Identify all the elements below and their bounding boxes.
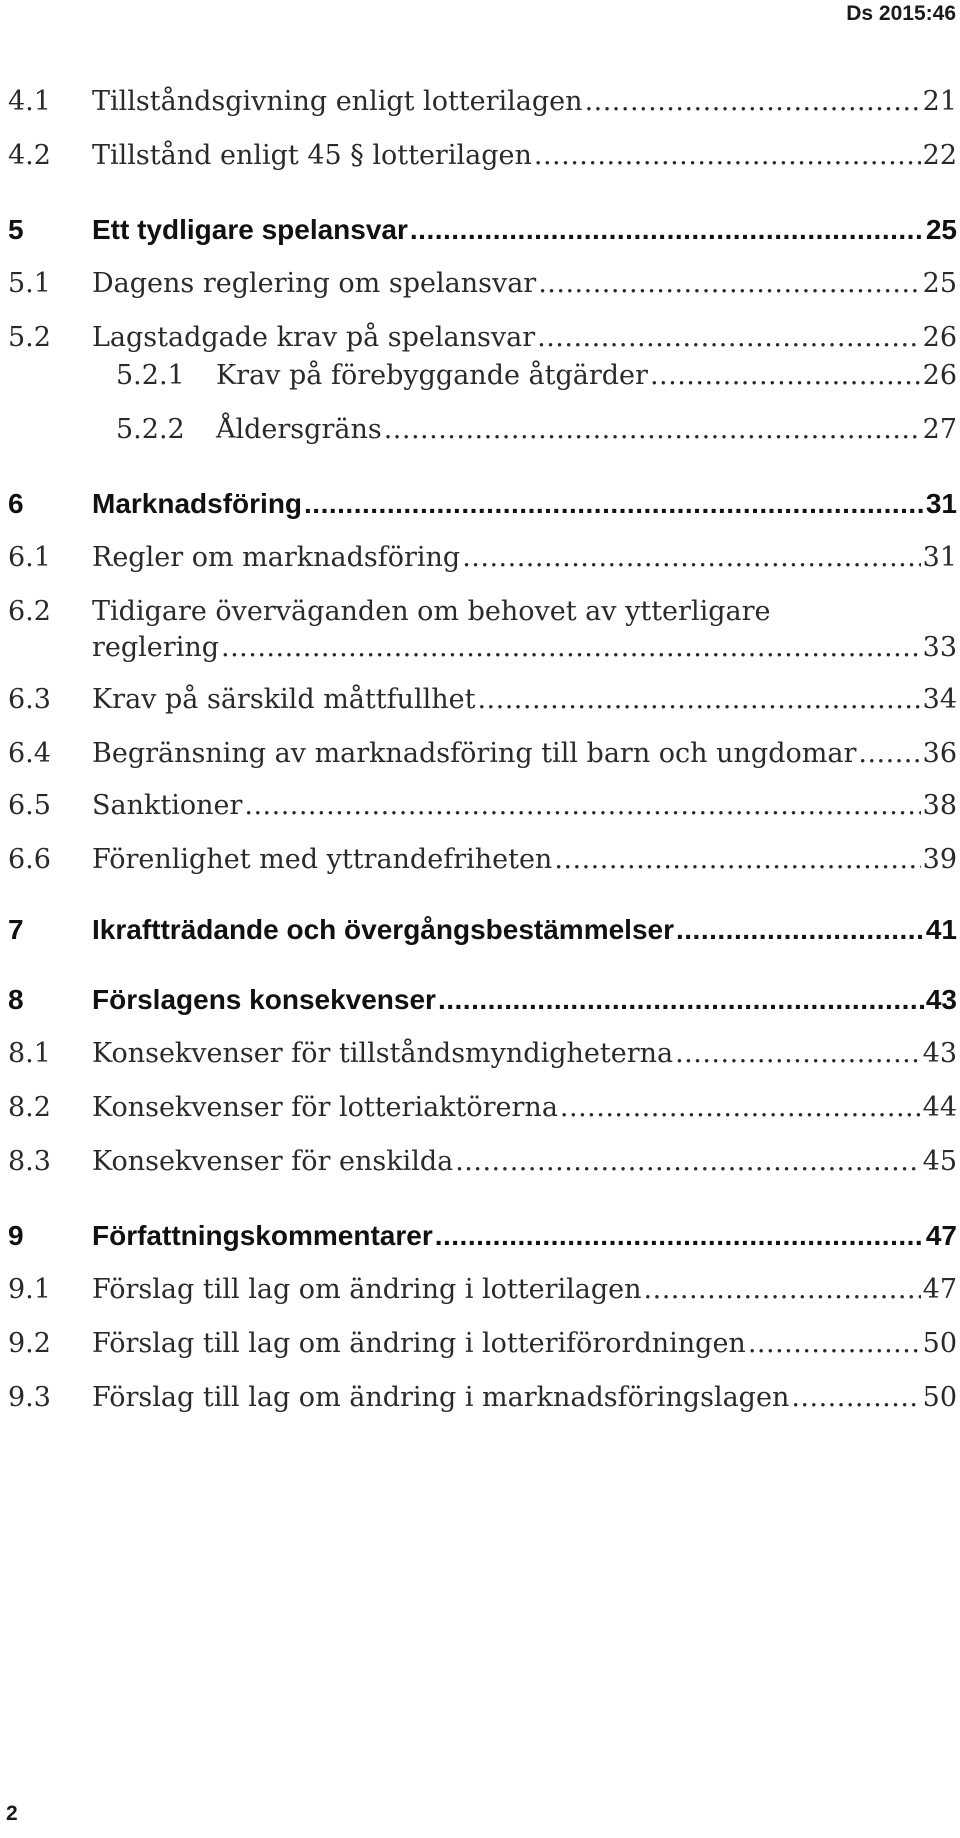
toc-entry-number: 4.1 [8, 86, 51, 117]
toc-entry-number: 6.3 [8, 684, 51, 715]
toc-entry-line [92, 266, 957, 302]
toc-entry-title: Ett tydligare spelansvar [92, 214, 408, 245]
toc-entry-title: Tillstånd enligt 45 § lotterilagen [92, 140, 532, 171]
toc-entry-page: 47 [925, 1220, 957, 1251]
toc-entry-page: 38 [922, 790, 957, 821]
toc-entry-title: reglering [92, 632, 219, 663]
dot-leader [585, 84, 921, 120]
toc-entry-title: Ikraftträdande och övergångsbestämmelser [92, 914, 674, 945]
toc-entry-title: Krav på förebyggande åtgärder [216, 360, 648, 391]
toc-entry-page: 45 [922, 1146, 957, 1177]
toc-entry-number: 6.1 [8, 542, 51, 573]
toc-entry-title: Förslag till lag om ändring i marknadsföringslagen [92, 1382, 790, 1413]
document-id: Ds 2015:46 [846, 2, 956, 25]
toc-entry-title: Regler om marknadsföring [92, 542, 461, 573]
toc-entry-title: Krav på särskild måttfullhet [92, 684, 476, 715]
toc-entry-line [92, 1144, 957, 1180]
toc-entry-page: 36 [922, 738, 957, 769]
toc-entry-page: 50 [922, 1328, 957, 1359]
toc-entry-title: Konsekvenser för enskilda [92, 1146, 454, 1177]
dot-leader [676, 912, 924, 948]
dot-leader [244, 788, 920, 824]
toc-entry-number: 6.2 [8, 596, 51, 627]
dot-leader [477, 682, 920, 718]
dot-leader [675, 1036, 921, 1072]
toc-entry-line [92, 1090, 957, 1126]
toc-entry-number: 5.2 [8, 322, 51, 353]
toc-entry-number: 8 [8, 984, 24, 1015]
toc-entry-line [92, 1218, 957, 1254]
toc-entry-line [92, 788, 957, 824]
toc-entry-page: 44 [922, 1092, 957, 1123]
toc-entry-title-first-line: Tidigare överväganden om behovet av ytterligare [92, 596, 771, 627]
dot-leader [221, 630, 921, 666]
toc-entry-number: 6.6 [8, 844, 51, 875]
toc-entry-page: 43 [922, 1038, 957, 1069]
dot-leader [650, 358, 921, 394]
toc-entry-line [92, 486, 957, 522]
toc-entry-title: Författningskommentarer [92, 1220, 433, 1251]
toc-entry-number: 4.2 [8, 140, 51, 171]
toc-entry-title: Begränsning av marknadsföring till barn och ungdomar [92, 738, 857, 769]
toc-entry-title: Förenlighet med yttrandefriheten [92, 844, 553, 875]
toc-entry-number: 8.1 [8, 1038, 51, 1069]
toc-entry-page: 26 [922, 322, 957, 353]
toc-entry-line [92, 1380, 957, 1416]
toc-entry-line [92, 540, 957, 576]
toc-entry-number: 6.4 [8, 738, 51, 769]
toc-entry-title: Dagens reglering om spelansvar [92, 268, 537, 299]
toc-entry-page: 31 [922, 542, 957, 573]
toc-entry-number: 5 [8, 214, 24, 245]
dot-leader [560, 1090, 921, 1126]
dot-leader [537, 320, 921, 356]
toc-entry-number: 9.1 [8, 1274, 51, 1305]
toc-entry-page: 25 [922, 268, 957, 299]
toc-entry-title: Konsekvenser för tillståndsmyndigheterna [92, 1038, 674, 1069]
toc-entry-page: 33 [922, 632, 957, 663]
toc-entry-number: 9.2 [8, 1328, 51, 1359]
dot-leader [538, 266, 920, 302]
toc-entry-page: 25 [925, 214, 957, 245]
toc-entry-title: Förslag till lag om ändring i lotteriförordningen [92, 1328, 746, 1359]
toc-entry-title: Förslag till lag om ändring i lotterilagen [92, 1274, 642, 1305]
toc-entry-number: 7 [8, 914, 24, 945]
dot-leader [858, 736, 920, 772]
toc-entry-line [216, 412, 957, 448]
toc-entry-line [92, 138, 957, 174]
toc-entry-page: 41 [925, 914, 957, 945]
dot-leader [410, 212, 924, 248]
toc-entry-number: 5.1 [8, 268, 51, 299]
toc-entry-line [92, 736, 957, 772]
dot-leader [534, 138, 921, 174]
toc-entry-title: Tillståndsgivning enligt lotterilagen [92, 86, 583, 117]
toc-entry-title: Lagstadgade krav på spelansvar [92, 322, 536, 353]
dot-leader [435, 1218, 924, 1254]
toc-entry-line [92, 1272, 957, 1308]
toc-entry-page: 27 [922, 414, 957, 445]
dot-leader [554, 842, 920, 878]
toc-entry-number: 6 [8, 488, 24, 519]
toc-entry-number: 8.2 [8, 1092, 51, 1123]
toc-entry-title: Konsekvenser för lotteriaktörerna [92, 1092, 558, 1123]
toc-entry-line [92, 1326, 957, 1362]
toc-entry-number: 8.3 [8, 1146, 51, 1177]
toc-entry-page: 31 [925, 488, 957, 519]
dot-leader [791, 1380, 920, 1416]
toc-entry-number: 5.2.2 [116, 414, 185, 445]
dot-leader [462, 540, 920, 576]
toc-entry-number: 9.3 [8, 1382, 51, 1413]
dot-leader [748, 1326, 921, 1362]
toc-entry-line [92, 912, 957, 948]
toc-entry-number: 5.2.1 [116, 360, 185, 391]
toc-entry-line [92, 982, 957, 1018]
toc-entry-line [92, 630, 957, 666]
toc-entry-page: 47 [922, 1274, 957, 1305]
toc-entry-line [92, 320, 957, 356]
toc-entry-page: 21 [922, 86, 957, 117]
toc-entry-page: 43 [925, 984, 957, 1015]
toc-entry-line [92, 212, 957, 248]
toc-entry-title: Marknadsföring [92, 488, 303, 519]
toc-entry-number: 9 [8, 1220, 24, 1251]
toc-entry-page: 34 [922, 684, 957, 715]
dot-leader [644, 1272, 921, 1308]
toc-entry-number: 6.5 [8, 790, 51, 821]
dot-leader [304, 486, 924, 522]
toc-entry-page: 26 [922, 360, 957, 391]
toc-entry-line [92, 842, 957, 878]
toc-entry-line [92, 84, 957, 120]
toc-entry-page: 50 [922, 1382, 957, 1413]
dot-leader [384, 412, 921, 448]
toc-entry-line [92, 1036, 957, 1072]
dot-leader [438, 982, 924, 1018]
toc-entry-title: Sanktioner [92, 790, 243, 821]
toc-entry-page: 22 [922, 140, 957, 171]
toc-entry-line [216, 358, 957, 394]
page-number: 2 [6, 1802, 18, 1825]
toc-entry-page: 39 [922, 844, 957, 875]
toc-entry-line [92, 682, 957, 718]
dot-leader [455, 1144, 920, 1180]
toc-entry-title: Förslagens konsekvenser [92, 984, 436, 1015]
toc-entry-title: Åldersgräns [216, 414, 382, 445]
